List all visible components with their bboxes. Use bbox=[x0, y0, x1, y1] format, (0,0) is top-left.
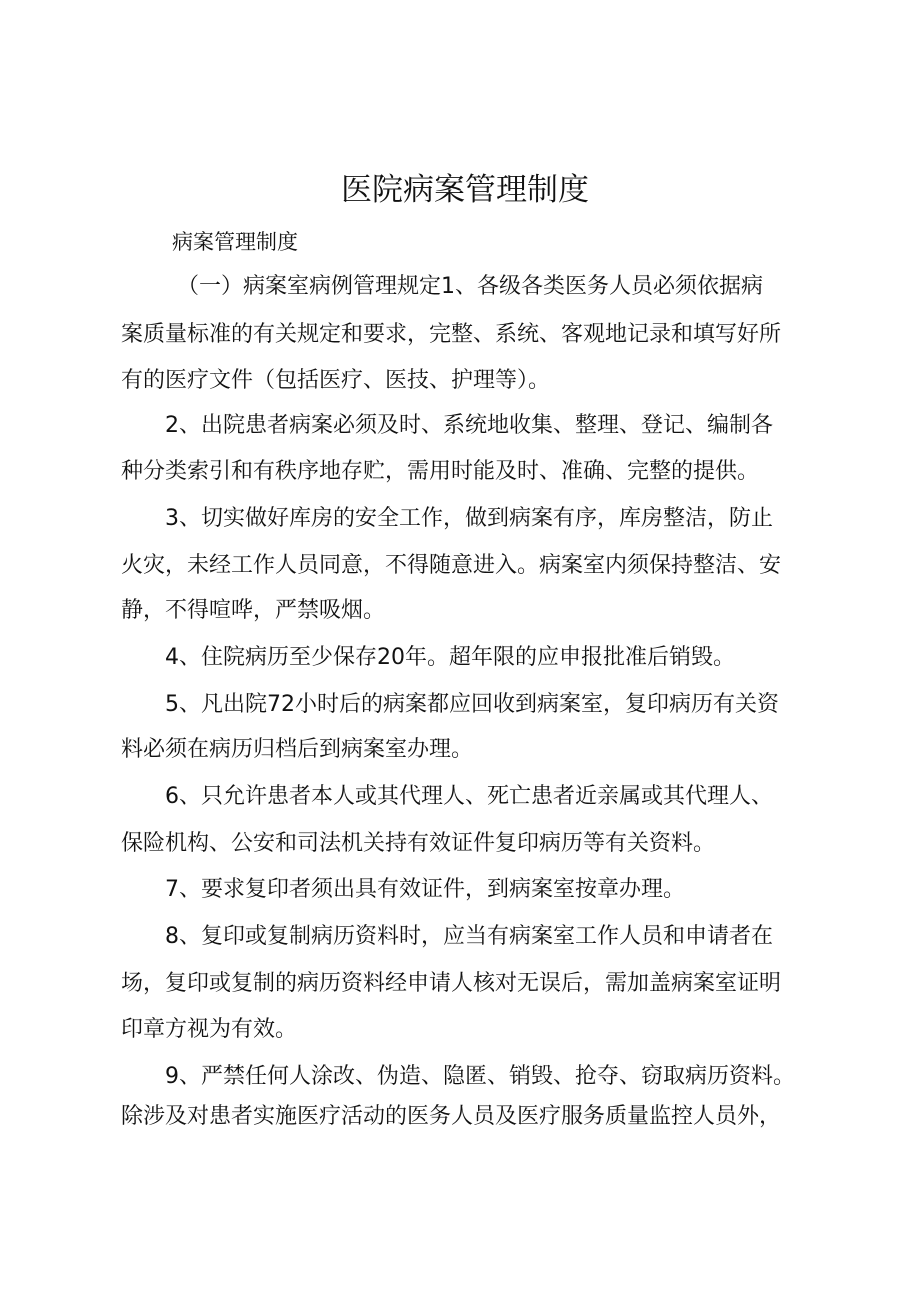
paragraph-line: 7、要求复印者须出具有效证件，到病案室按章办理。 bbox=[165, 877, 685, 902]
paragraph-line: 6、只允许患者本人或其代理人、死亡患者近亲属或其代理人、 bbox=[165, 784, 773, 809]
section-subtitle: 病案管理制度 bbox=[172, 230, 298, 254]
paragraph-line: 除涉及对患者实施医疗活动的医务人员及医疗服务质量监控人员外， bbox=[121, 1104, 782, 1129]
paragraph-line: 案质量标准的有关规定和要求，完整、系统、客观地记录和填写好所 bbox=[121, 322, 782, 347]
paragraph-line: 料必须在病历归档后到病案室办理。 bbox=[121, 737, 474, 762]
paragraph-line: 5、凡出院72小时后的病案都应回收到病案室，复印病历有关资 bbox=[165, 692, 779, 717]
paragraph-line: 印章方视为有效。 bbox=[121, 1017, 298, 1042]
paragraph-line: 4、住院病历至少保存20年。超年限的应申报批准后销毁。 bbox=[165, 645, 735, 670]
paragraph-line: 火灾，未经工作人员同意，不得随意进入。病案室内须保持整洁、安 bbox=[121, 553, 782, 578]
paragraph-line: 场，复印或复制的病历资料经申请人核对无误后，需加盖病案室证明 bbox=[121, 971, 782, 996]
paragraph-line: 种分类索引和有秩序地存贮，需用时能及时、准确、完整的提供。 bbox=[121, 459, 760, 484]
paragraph-line: 3、切实做好库房的安全工作，做到病案有序，库房整洁，防止 bbox=[165, 506, 773, 531]
paragraph-line: 保险机构、公安和司法机关持有效证件复印病历等有关资料。 bbox=[121, 831, 716, 856]
paragraph-line: 9、严禁任何人涂改、伪造、隐匿、销毁、抢夺、窃取病历资料。 bbox=[165, 1064, 795, 1089]
paragraph-line: 8、复印或复制病历资料时，应当有病案室工作人员和申请者在 bbox=[165, 924, 773, 949]
paragraph-line: 2、出院患者病案必须及时、系统地收集、整理、登记、编制各 bbox=[165, 413, 773, 438]
paragraph-line: （一）病案室病例管理规定1、各级各类医务人员必须依据病 bbox=[177, 274, 763, 299]
document-title: 医院病案管理制度 bbox=[341, 172, 589, 208]
paragraph-line: 静，不得喧哗，严禁吸烟。 bbox=[121, 598, 386, 623]
paragraph-line: 有的医疗文件（包括医疗、医技、护理等）。 bbox=[121, 368, 551, 393]
